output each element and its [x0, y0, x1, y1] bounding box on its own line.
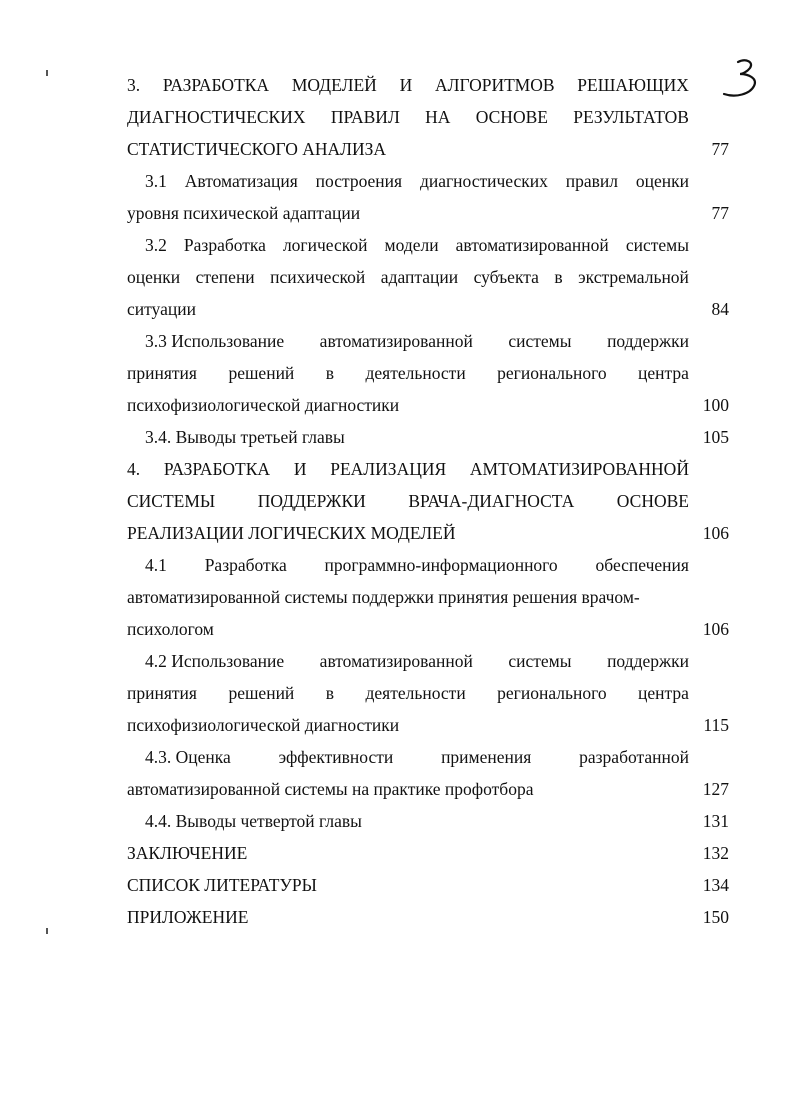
toc-text: ситуации [127, 299, 196, 319]
toc-line [127, 421, 729, 453]
toc-line [127, 133, 729, 165]
toc-line-text [127, 709, 689, 741]
toc-word: применения [441, 747, 532, 767]
toc-word: Автоматизация [184, 171, 298, 191]
toc-word: в [554, 267, 563, 287]
toc-entry [127, 229, 729, 325]
toc-line [127, 517, 729, 549]
toc-word: поддержки [607, 331, 689, 351]
toc-page-number: 84 [711, 299, 729, 319]
toc-page-number: 150 [702, 907, 729, 927]
toc-line-text [127, 837, 689, 869]
toc-text: 4.4. Выводы четвертой главы [145, 811, 362, 831]
toc-entry [127, 869, 729, 901]
toc-word: принятия [127, 683, 197, 703]
scan-speck [46, 928, 48, 934]
toc-word: регионального [497, 363, 607, 383]
toc-line-text [127, 165, 689, 197]
toc-word: степени [195, 267, 255, 287]
toc-entry [127, 741, 729, 805]
toc-page-number: 77 [711, 139, 729, 159]
toc-word: разработанной [579, 747, 689, 767]
toc-word: оценки [635, 171, 689, 191]
toc-word: НА [425, 107, 451, 127]
toc-word: системы [625, 235, 689, 255]
toc-entry [127, 837, 729, 869]
toc-word: построения [315, 171, 403, 191]
toc-page-number: 105 [702, 427, 729, 447]
toc-line [127, 197, 729, 229]
toc-text: уровня психической адаптации [127, 203, 361, 223]
toc-text: СТАТИСТИЧЕСКОГО АНАЛИЗА [127, 139, 387, 159]
toc-word: И [293, 459, 307, 479]
toc-text: психофизиологической диагностики [127, 715, 400, 735]
toc-entry [127, 645, 729, 741]
toc-entry [127, 165, 729, 229]
toc-line-text [127, 453, 689, 485]
toc-line [127, 581, 729, 613]
toc-line-text [127, 485, 689, 517]
toc-page-number: 100 [702, 395, 729, 415]
toc-entry [127, 549, 729, 645]
toc-line-text [127, 517, 689, 549]
toc-line-text [127, 741, 689, 773]
toc-word: МОДЕЛЕЙ [291, 75, 377, 95]
toc-line [127, 805, 729, 837]
toc-word: 3.3 Использование [145, 331, 285, 351]
toc-line-text [127, 357, 689, 389]
toc-word: 4.2 Использование [145, 651, 285, 671]
toc-line-text [127, 421, 689, 453]
toc-line [127, 261, 729, 293]
toc-line [127, 389, 729, 421]
toc-word: правил [565, 171, 618, 191]
toc-line [127, 677, 729, 709]
toc-line-text [127, 389, 689, 421]
toc-line-text [127, 581, 689, 613]
toc-line [127, 901, 729, 933]
toc-text: РЕАЛИЗАЦИИ ЛОГИЧЕСКИХ МОДЕЛЕЙ [127, 523, 456, 543]
toc-word: 4.3. Оценка [145, 747, 231, 767]
toc-word: РАЗРАБОТКА [163, 459, 271, 479]
toc-entry [127, 453, 729, 549]
toc-word: экстремальной [578, 267, 689, 287]
toc-word: ОСНОВЕ [616, 491, 689, 511]
toc-word: автоматизированной [455, 235, 609, 255]
scan-speck [46, 70, 48, 76]
toc-word: СИСТЕМЫ [127, 491, 216, 511]
toc-word: 3.1 [145, 171, 167, 191]
toc-word: 3. [127, 75, 141, 95]
toc-page-number: 106 [702, 619, 729, 639]
toc-line [127, 165, 729, 197]
toc-line-text [127, 229, 689, 261]
toc-text: ЗАКЛЮЧЕНИЕ [127, 843, 248, 863]
toc-page-number: 115 [703, 715, 729, 735]
toc-line [127, 741, 729, 773]
toc-line-text [127, 677, 689, 709]
toc-word: психической [270, 267, 366, 287]
toc-word: системы [508, 651, 572, 671]
toc-word: деятельности [365, 363, 466, 383]
toc-page-number: 127 [702, 779, 729, 799]
toc-entry [127, 421, 729, 453]
toc-word: Разработка [204, 555, 287, 575]
toc-line [127, 101, 729, 133]
toc-line [127, 293, 729, 325]
toc-word: оценки [127, 267, 181, 287]
toc-line-text [127, 549, 689, 581]
toc-word: АМТОМАТИЗИРОВАННОЙ [469, 459, 689, 479]
toc-line-text [127, 197, 689, 229]
toc-page-number: 131 [702, 811, 729, 831]
toc-word: решений [228, 683, 295, 703]
toc-line [127, 837, 729, 869]
toc-line-text [127, 293, 689, 325]
toc-word: в [325, 683, 335, 703]
toc-word: логической [282, 235, 368, 255]
toc-entry [127, 69, 729, 165]
toc-word: адаптации [380, 267, 459, 287]
toc-page-number: 106 [702, 523, 729, 543]
toc-word: РЕАЛИЗАЦИЯ [330, 459, 447, 479]
toc-line-text [127, 645, 689, 677]
toc-word: автоматизированной [319, 331, 473, 351]
table-of-contents [127, 69, 729, 933]
toc-page-number: 77 [711, 203, 729, 223]
toc-page-number: 132 [702, 843, 729, 863]
toc-word: ПОДДЕРЖКИ [257, 491, 366, 511]
toc-page-number: 134 [702, 875, 729, 895]
toc-line [127, 453, 729, 485]
toc-word: системы [508, 331, 572, 351]
toc-word: 4. [127, 459, 141, 479]
toc-word: центра [638, 683, 689, 703]
toc-word: РАЗРАБОТКА [162, 75, 270, 95]
toc-line [127, 325, 729, 357]
toc-line [127, 549, 729, 581]
toc-word: диагностических [419, 171, 548, 191]
toc-word: РЕШАЮЩИХ [577, 75, 689, 95]
toc-line-text [127, 133, 689, 165]
toc-word: решений [228, 363, 295, 383]
toc-line [127, 709, 729, 741]
toc-word: Разработка [183, 235, 266, 255]
toc-text: психологом [127, 619, 214, 639]
toc-line-text [127, 869, 689, 901]
toc-word: модели [384, 235, 439, 255]
toc-line-text [127, 69, 689, 101]
toc-line-text [127, 773, 689, 805]
toc-line-text [127, 805, 689, 837]
toc-text: СПИСОК ЛИТЕРАТУРЫ [127, 875, 317, 895]
toc-word: поддержки [607, 651, 689, 671]
toc-word: субъекта [473, 267, 539, 287]
toc-word: ДИАГНОСТИЧЕСКИХ [127, 107, 306, 127]
toc-text: ПРИЛОЖЕНИЕ [127, 907, 249, 927]
toc-text: психофизиологической диагностики [127, 395, 400, 415]
toc-line-text [127, 101, 689, 133]
toc-word: 4.1 [145, 555, 167, 575]
toc-line [127, 357, 729, 389]
toc-word: ВРАЧА-ДИАГНОСТА [408, 491, 575, 511]
toc-word: ОСНОВЕ [475, 107, 548, 127]
toc-word: РЕЗУЛЬТАТОВ [573, 107, 689, 127]
toc-word: регионального [497, 683, 607, 703]
toc-line [127, 485, 729, 517]
toc-word: АЛГОРИТМОВ [434, 75, 555, 95]
toc-word: эффективности [278, 747, 394, 767]
toc-line [127, 773, 729, 805]
toc-entry [127, 901, 729, 933]
toc-entry [127, 325, 729, 421]
toc-line [127, 645, 729, 677]
toc-line [127, 229, 729, 261]
toc-word: программно-информационного [324, 555, 558, 575]
toc-line-text [127, 325, 689, 357]
toc-line [127, 613, 729, 645]
toc-word: автоматизированной [319, 651, 473, 671]
toc-line [127, 869, 729, 901]
toc-word: принятия [127, 363, 197, 383]
toc-text: автоматизированной системы на практике профотбора [127, 779, 534, 799]
toc-entry [127, 805, 729, 837]
toc-word: обеспечения [595, 555, 689, 575]
toc-word: ПРАВИЛ [330, 107, 400, 127]
toc-word: центра [638, 363, 689, 383]
toc-text: автоматизированной системы поддержки принятия решения врачом- [127, 587, 640, 607]
toc-word: в [325, 363, 335, 383]
toc-word: 3.2 [145, 235, 167, 255]
toc-line-text [127, 261, 689, 293]
toc-line-text [127, 901, 689, 933]
toc-word: И [399, 75, 413, 95]
toc-text: 3.4. Выводы третьей главы [145, 427, 345, 447]
toc-line-text [127, 613, 689, 645]
toc-word: деятельности [365, 683, 466, 703]
toc-line [127, 69, 729, 101]
